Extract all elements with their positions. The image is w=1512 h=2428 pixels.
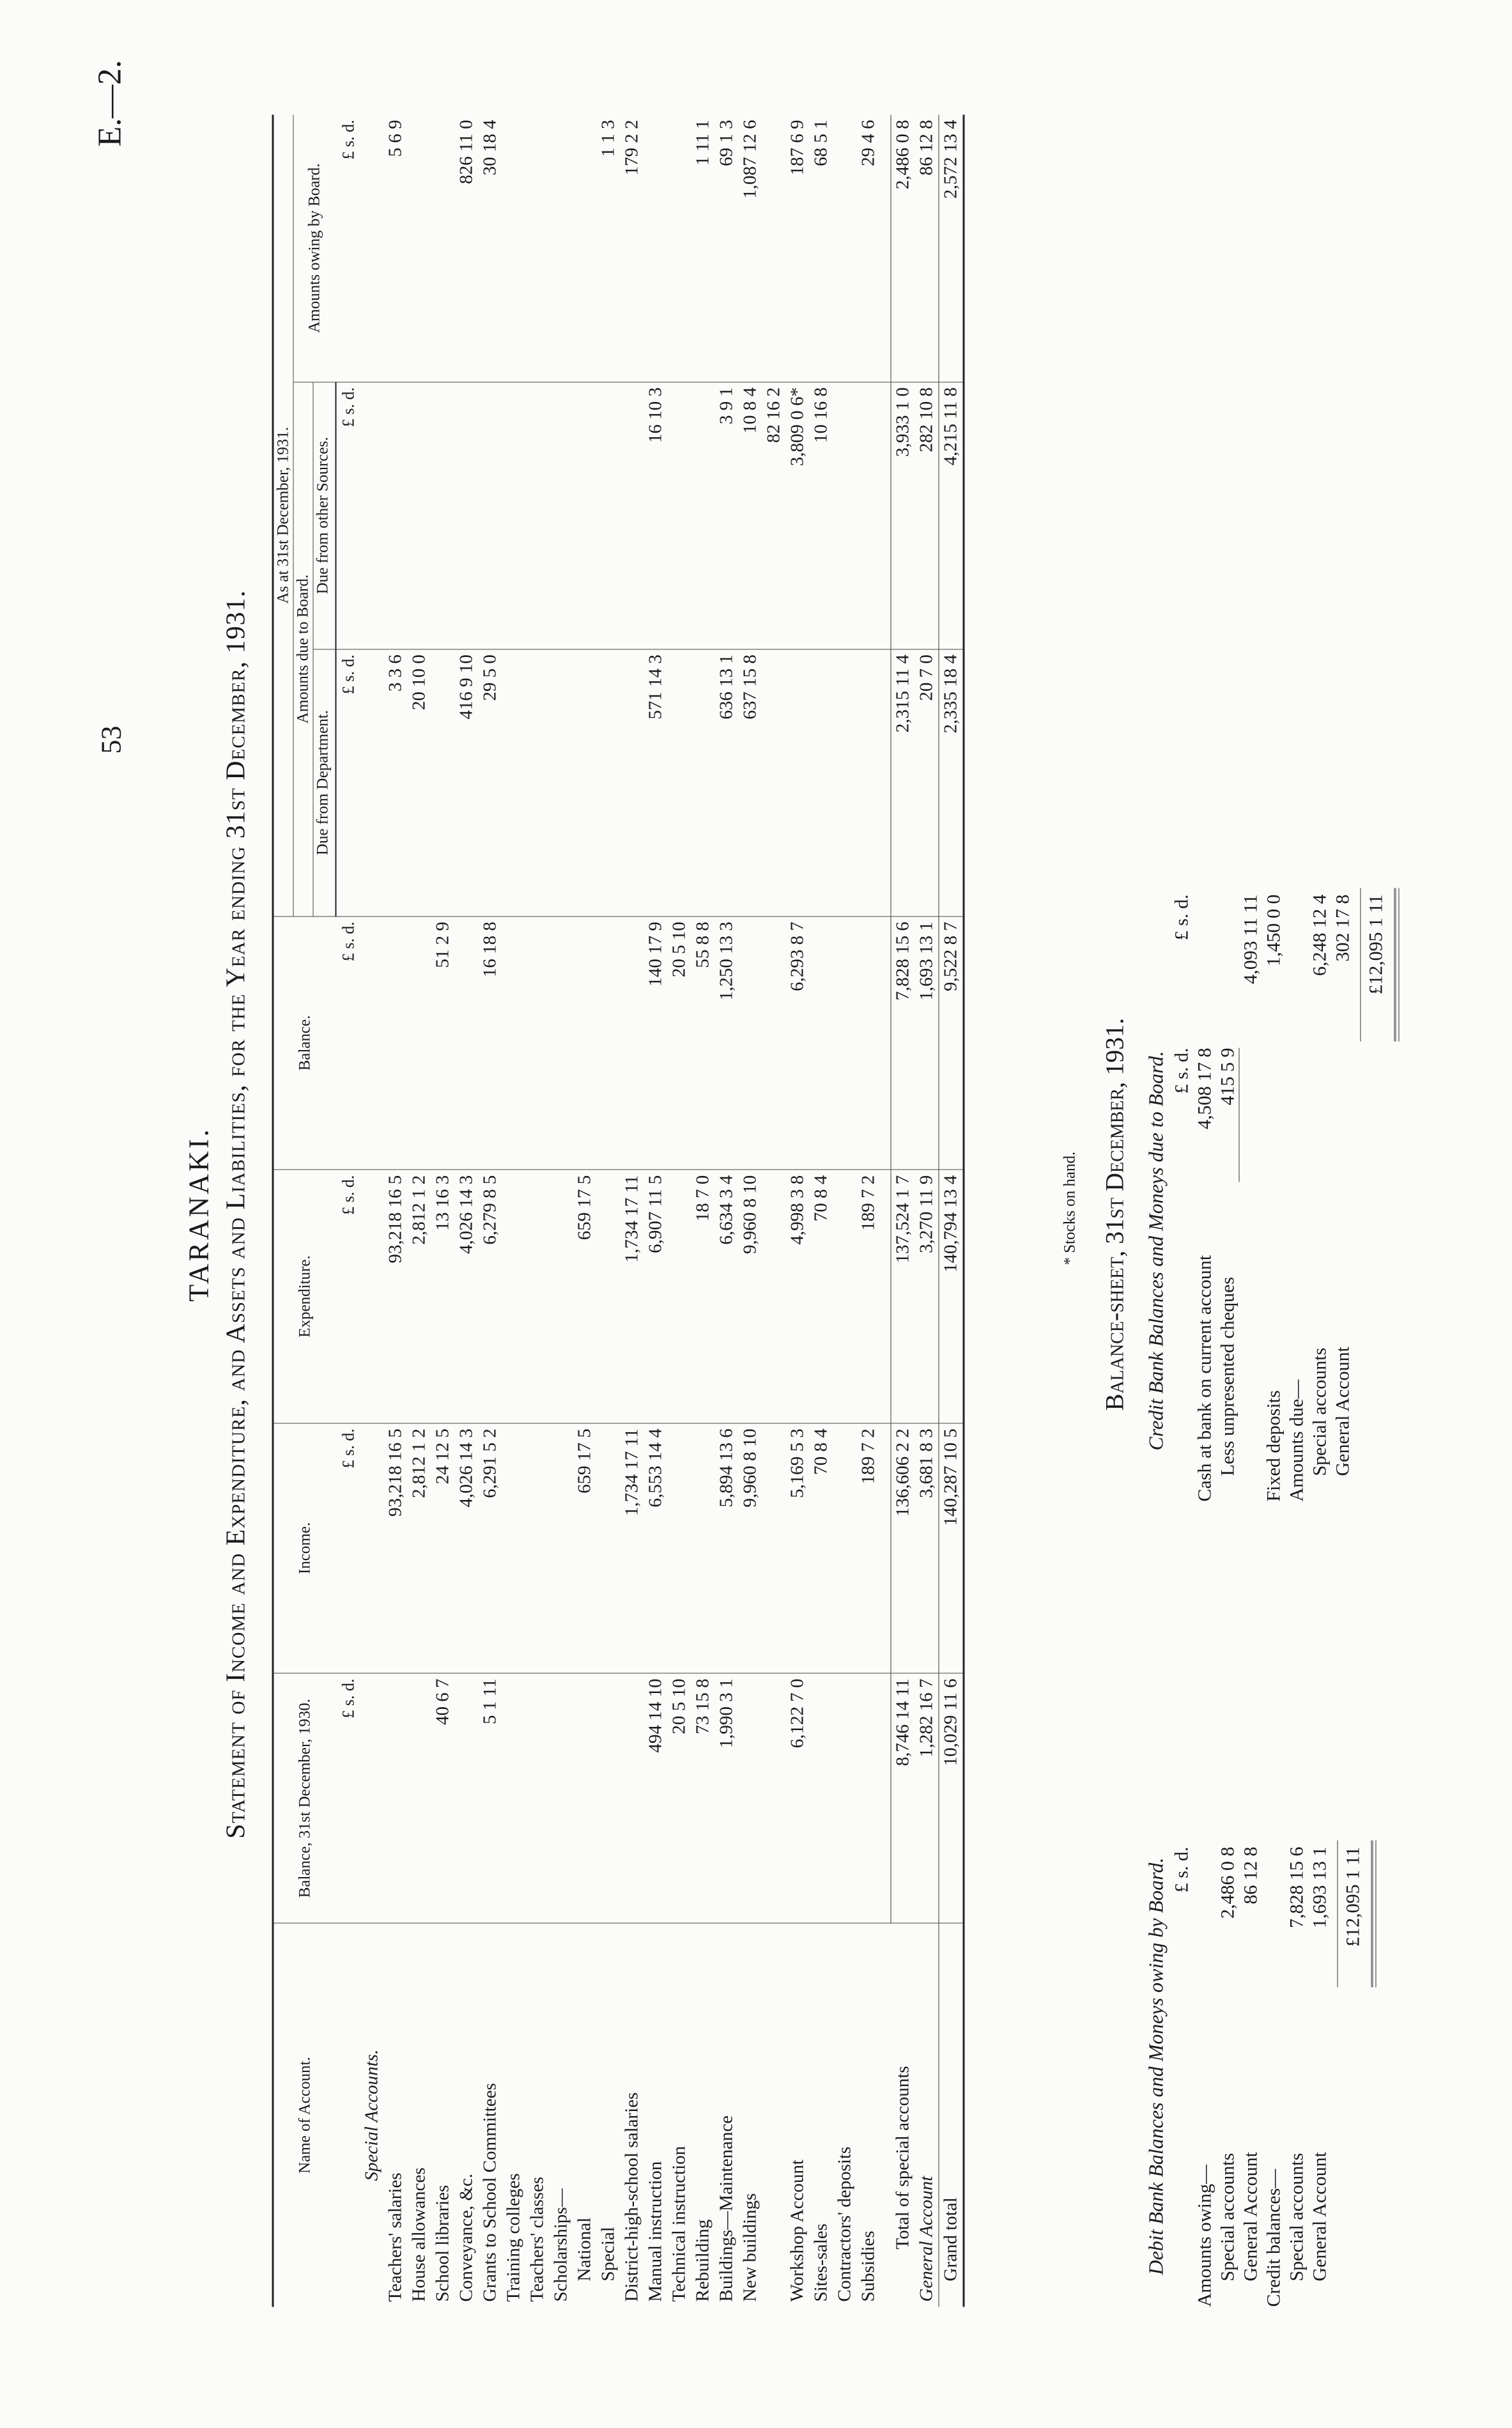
table-row: District-high-school salaries 1,734 17 11 1,734 17 11 179 2 2 [620, 114, 644, 2307]
credit-units-2: £ s. d. [1171, 894, 1192, 940]
table-row: Grants to School Committees 5 1 11 6,291 5 2 6,279 8 5 16 18 8 29 5 0 30 18 4 [478, 114, 502, 2307]
section-heading: Special Accounts. [361, 2049, 382, 2181]
credit-heading: Credit Bank Balances and Moneys due to Board. [1144, 1050, 1167, 1450]
table-row: School libraries 40 6 7 24 12 5 13 16 3 51 2 9 [431, 114, 454, 2307]
footnote: * Stocks on hand. [1061, 1151, 1078, 1265]
units-label: £ s. d. [336, 1170, 360, 1423]
balance-sheet-title: Balance-sheet, 31st December, 1931. [1100, 1017, 1129, 1411]
col-expenditure: Expenditure. [273, 1170, 336, 1423]
region-title: TARANAKI. [183, 1126, 214, 1302]
table-row: Teachers' salaries 93,218 16 5 93,218 16 5 3 3 6 5 6 9 [383, 114, 407, 2307]
col-balance: Balance. [273, 916, 336, 1170]
units-label: £ s. d. [336, 649, 360, 916]
page-number: 53 [95, 725, 127, 754]
table-row: Manual instruction 494 14 10 6,553 14 4 6,907 11 5 140 17 9 571 14 3 16 10 3 [644, 114, 667, 2307]
credit-total: £12,095 1 11 [1365, 894, 1386, 994]
units-label: £ s. d. [336, 1423, 360, 1673]
table-row: Special 1 1 3 [596, 114, 620, 2307]
table-row: Rebuilding 73 15 8 18 7 0 55 8 8 1 11 1 [691, 114, 714, 2307]
units-label: £ s. d. [336, 1673, 360, 1923]
col-as-at: As at 31st December, 1931. [273, 114, 293, 916]
table-row: National 659 17 5 659 17 5 [573, 114, 596, 2307]
table-row: General Account 1,282 16 7 3,681 8 3 3,270 11 9 1,693 13 1 20 7 0 282 10 8 86 12 8 [914, 114, 939, 2307]
table-row: Contractors' deposits [833, 114, 856, 2307]
table-row: Conveyance, &c. 4,026 14 3 4,026 14 3 416 9 10 826 11 0 [454, 114, 478, 2307]
table-row: New buildings 9,960 8 10 9,960 8 10 637 15 8 10 8 4 1,087 12 6 [738, 114, 762, 2307]
table-row: Scholarships— [549, 114, 573, 2307]
col-due-dept: Due from Department. [313, 649, 336, 916]
table-row: Grand total 10,029 11 6 140,287 10 5 140,794 13 4 9,522 8 7 2,335 18 4 4,215 11 8 2,572 13 4 [939, 114, 964, 2307]
table-row: Buildings—Maintenance 1,990 3 1 5,894 13 6 6,634 3 4 1,250 13 3 636 13 1 3 9 1 69 1 3 [714, 114, 738, 2307]
col-owing: Amounts owing by Board. [293, 114, 336, 382]
col-balance-prev: Balance, 31st December, 1930. [273, 1673, 336, 1923]
table-row: Workshop Account 6,122 7 0 5,169 5 3 4,998 3 8 6,293 8 7 3,809 0 6* 187 6 9 [785, 114, 809, 2307]
units-label: £ s. d. [336, 114, 360, 382]
credit-units-1: £ s. d. [1171, 1048, 1192, 1094]
debit-total: £12,095 1 11 [1342, 1846, 1363, 1947]
debit-units: £ s. d. [1171, 1846, 1192, 1892]
credit-lines: Cash at bank on current account 4,508 17 8 Less unpresented cheques 415 5 9 4,093 11 11 Fixed deposits 1,450 0 0 Amounts due— Special accounts 6,248 12 4 General Account 302 17 8 [1194, 894, 1353, 1501]
debit-heading: Debit Bank Balances and Moneys owing by Board. [1144, 1857, 1167, 2275]
table-row: Technical instruction 20 5 10 20 5 10 [667, 114, 691, 2307]
table-row: Sites-sales 70 8 4 70 8 4 10 16 8 68 5 1 [809, 114, 833, 2307]
table-row: Subsidies 189 7 2 189 7 2 29 4 6 [856, 114, 880, 2307]
units-label: £ s. d. [336, 382, 360, 649]
table-row: Training colleges [502, 114, 525, 2307]
table-row: Teachers' classes [525, 114, 549, 2307]
col-income: Income. [273, 1423, 336, 1673]
units-label: £ s. d. [336, 916, 360, 1170]
debit-lines: Amounts owing— Special accounts 2,486 0 8 General Account 86 12 8 Credit balances— Special accounts 7,828 15 6 General Account 1,693 13 1 [1194, 1846, 1330, 2307]
col-amounts-due: Amounts due to Board. [293, 382, 313, 916]
table-row: House allowances 2,812 1 2 2,812 1 2 20 10 0 [407, 114, 431, 2307]
col-due-other: Due from other Sources. [313, 382, 336, 649]
statement-table [272, 114, 964, 2307]
page-reference: E.—2. [91, 59, 128, 146]
table-row: Total of special accounts 8,746 14 11 136,606 2 2 137,524 1 7 7,828 15 6 2,315 11 4 3,933 1 0 2,486 0 8 [891, 114, 915, 2307]
statement-title: Statement of Income and Expenditure, and Assets and Liabilities, for the Year ending 31st December, 1931. [221, 589, 251, 1839]
table-row: 82 16 2 [762, 114, 785, 2307]
col-name: Name of Account. [273, 1923, 336, 2307]
